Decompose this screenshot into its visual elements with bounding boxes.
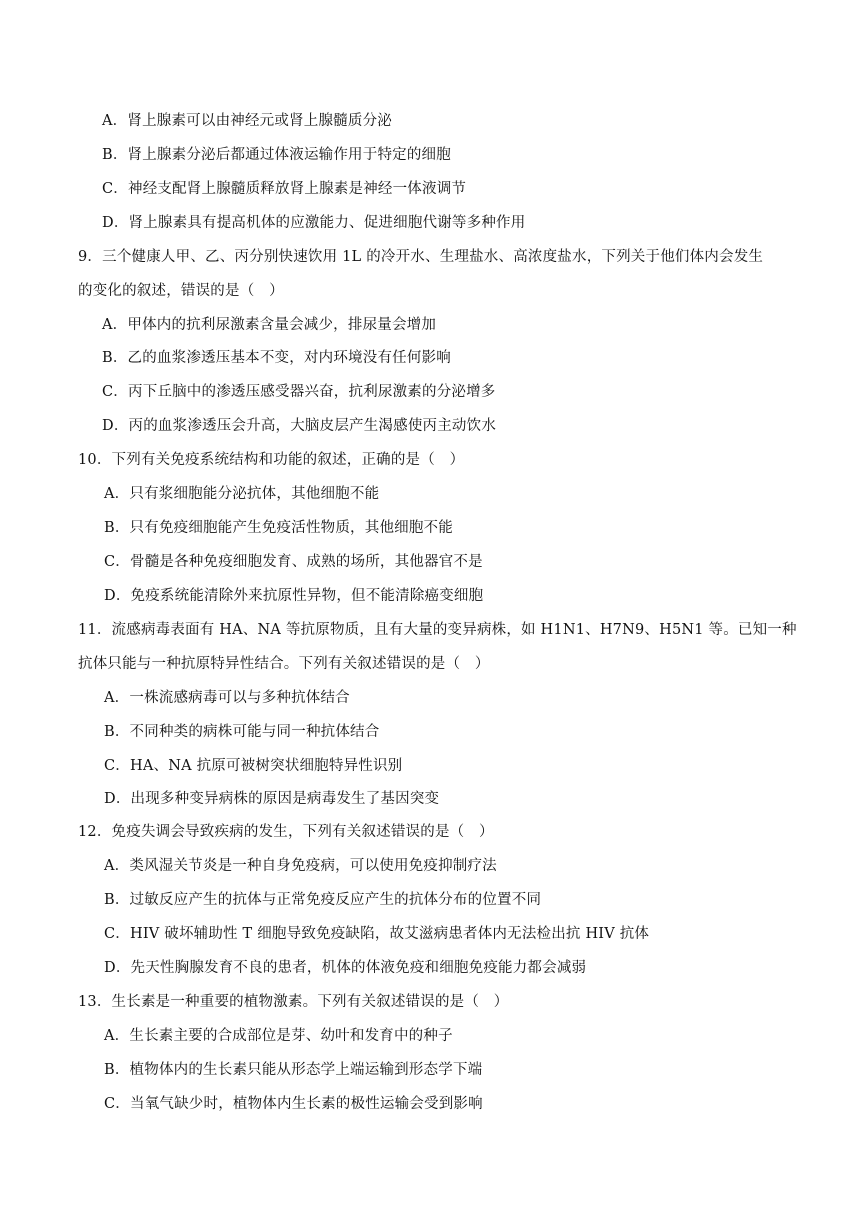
- q12-option-c: C．HIV 破坏辅助性 T 细胞导致免疫缺陷，故艾滋病患者体内无法检出抗 HIV 抗体: [104, 926, 650, 942]
- q8-option-d: D．肾上腺素具有提高机体的应激能力、促进细胞代谢等多种作用: [102, 215, 526, 231]
- q10-stem: 10．下列有关免疫系统结构和功能的叙述，正确的是（ ）: [78, 452, 465, 468]
- q9-option-b: B．乙的血浆渗透压基本不变，对内环境没有任何影响: [102, 350, 451, 366]
- q11-stem-line2: 抗体只能与一种抗原特异性结合。下列有关叙述错误的是（ ）: [78, 656, 490, 672]
- q10-option-d: D．免疫系统能清除外来抗原性异物，但不能清除癌变细胞: [104, 588, 484, 604]
- q10-option-b: B．只有免疫细胞能产生免疫活性物质，其他细胞不能: [104, 520, 453, 536]
- q9-option-d: D．丙的血浆渗透压会升高，大脑皮层产生渴感使丙主动饮水: [102, 418, 497, 434]
- q10-option-a: A．只有浆细胞能分泌抗体，其他细胞不能: [104, 486, 380, 502]
- q10-option-c: C．骨髓是各种免疫细胞发育、成熟的场所，其他器官不是: [104, 554, 483, 570]
- q9-stem-line1: 9．三个健康人甲、乙、丙分别快速饮用 1L 的冷开水、生理盐水、高浓度盐水，下列关于他们体内会发生: [78, 249, 764, 265]
- q8-option-b: B．肾上腺素分泌后都通过体液运输作用于特定的细胞: [102, 147, 451, 163]
- q12-option-a: A．类风湿关节炎是一种自身免疫病，可以使用免疫抑制疗法: [104, 858, 497, 874]
- q13-option-b: B．植物体内的生长素只能从形态学上端运输到形态学下端: [104, 1062, 483, 1078]
- q11-option-c: C．HA、NA 抗原可被树突状细胞特异性识别: [104, 758, 403, 774]
- q12-stem: 12．免疫失调会导致疾病的发生，下列有关叙述错误的是（ ）: [78, 824, 494, 840]
- q9-stem-line2: 的变化的叙述，错误的是（ ）: [78, 283, 284, 299]
- q11-stem-line1: 11．流感病毒表面有 HA、NA 等抗原物质，且有大量的变异病株，如 H1N1、H7N9、H5N1 等。已知一种: [78, 622, 797, 638]
- q8-option-a: A．肾上腺素可以由神经元或肾上腺髓质分泌: [102, 113, 392, 129]
- q11-option-b: B．不同种类的病株可能与同一种抗体结合: [104, 724, 380, 740]
- q13-option-c: C．当氧气缺少时，植物体内生长素的极性运输会受到影响: [104, 1096, 483, 1112]
- q11-option-d: D．出现多种变异病株的原因是病毒发生了基因突变: [104, 791, 440, 807]
- q12-option-d: D．先天性胸腺发育不良的患者，机体的体液免疫和细胞免疫能力都会减弱: [104, 960, 587, 976]
- q13-stem: 13．生长素是一种重要的植物激素。下列有关叙述错误的是（ ）: [78, 994, 509, 1010]
- q12-option-b: B．过敏反应产生的抗体与正常免疫反应产生的抗体分布的位置不同: [104, 892, 542, 908]
- q9-option-a: A．甲体内的抗利尿激素含量会减少，排尿量会增加: [102, 317, 437, 333]
- q9-option-c: C．丙下丘脑中的渗透压感受器兴奋，抗利尿激素的分泌增多: [102, 384, 496, 400]
- q13-option-a: A．生长素主要的合成部位是芽、幼叶和发育中的种子: [104, 1028, 453, 1044]
- q11-option-a: A．一株流感病毒可以与多种抗体结合: [104, 690, 350, 706]
- q8-option-c: C．神经支配肾上腺髓质释放肾上腺素是神经一体液调节: [102, 181, 467, 197]
